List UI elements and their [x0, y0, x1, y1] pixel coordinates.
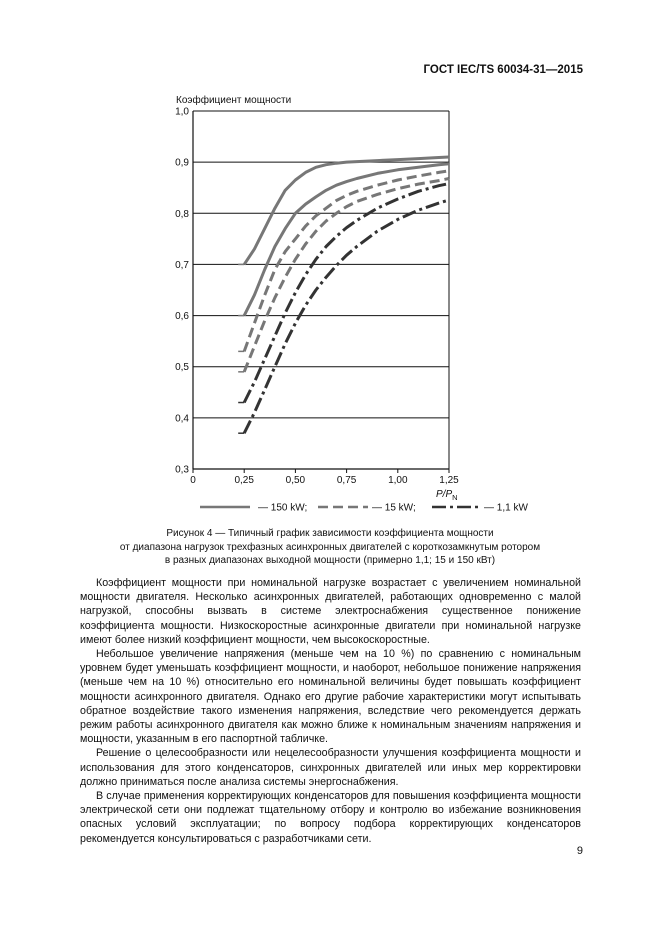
y-tick-label: 0,3 [175, 464, 189, 476]
x-tick-label: 1,00 [388, 475, 408, 486]
paragraph-3: Решение о целесообразности или нецелесообразности улучшения коэффициента мощности и использования для этого конденсаторов, синхронных двигателей или иных мер корректировки должно приниматься после анализа системы энергоснабжения. [80, 747, 581, 788]
y-tick-label: 0,6 [175, 311, 189, 323]
x-tick-label: 0,50 [285, 475, 306, 486]
y-tick-label: 0,9 [175, 157, 189, 169]
page-number: 9 [576, 845, 583, 857]
y-tick-label: 0,7 [175, 259, 189, 271]
caption-line-3: в разных диапазонах выходной мощности (примерно 1,1; 15 и 150 кВт) [164, 555, 496, 566]
paragraph-4: В случае применения корректирующих конденсаторов для повышения коэффициента мощности электрической сети они подлежат тщательному отбору и контролю во избежание возникновения опасных условий эксплуатации; по вопросу подбора корректирующих конденсаторов рекомендуется консультироваться с разработчиками сети. [80, 790, 581, 845]
x-axis-label [436, 489, 458, 502]
legend-label-3: — 1,1 kW [484, 502, 528, 514]
series-curve-6 [244, 200, 449, 433]
body-text [80, 576, 581, 846]
series-curve-3 [244, 171, 449, 352]
legend-label-1: — 150 kW; [258, 502, 308, 514]
x-tick-label: 0 [190, 475, 196, 486]
y-tick-label: 1,0 [175, 106, 189, 118]
y-tick-label: 0,5 [175, 362, 189, 374]
x-tick-label: 1,25 [439, 475, 459, 486]
x-tick-label: 0,25 [234, 475, 254, 486]
caption-line-1: Рисунок 4 — Типичный график зависимости коэффициента мощности [166, 528, 494, 539]
document-code: ГОСТ IEC/TS 60034-31—2015 [423, 64, 583, 76]
legend-label-2: — 15 kW; [372, 502, 416, 514]
paragraph-1: Коэффициент мощности при номинальной нагрузке возрастает с увеличением номинальной мощности двигателя. Несколько асинхронных двигателей, работающих одновременно с малой нагрузкой, способны вызвать в системе электроснабжения существенное понижение коэффициента мощности. Низкоскоростные асинхронные двигатели при номинальной нагрузке имеют более низкий коэффициент мощности, чем высокоскоростные. [80, 577, 581, 646]
y-tick-label: 0,8 [175, 208, 189, 220]
x-axis-label-sub: N [452, 493, 458, 502]
x-tick-label: 0,75 [336, 475, 357, 486]
paragraph-2: Небольшое увеличение напряжения (меньше чем на 10 %) по сравнению с номинальным уровнем будет уменьшать коэффициент мощности, и наоборот, небольшое понижение напряжения (меньше чем на 10 %) относительно его номинальной величины будет повышать коэффициент мощности асинхронного двигателя. Однако его другие рабочие характеристики могут испытывать обратное воздействие такого изменения напряжения, вследствие чего рекомендуется держать режим работы асинхронного двигателя как можно ближе к номинальным значениям напряжения и мощности, указанным в его паспортной табличке. [80, 648, 581, 746]
caption-line-2: от диапазона нагрузок трехфазных асинхронных двигателей с короткозамкнутым ротором [119, 541, 541, 553]
chart-legend [200, 503, 528, 514]
y-axis-label: Коэффициент мощности [176, 95, 292, 106]
figure-caption [80, 527, 580, 568]
series-curve-2 [244, 164, 449, 316]
x-axis-label-main: P/P [436, 489, 453, 500]
y-tick-label: 0,4 [175, 413, 189, 425]
